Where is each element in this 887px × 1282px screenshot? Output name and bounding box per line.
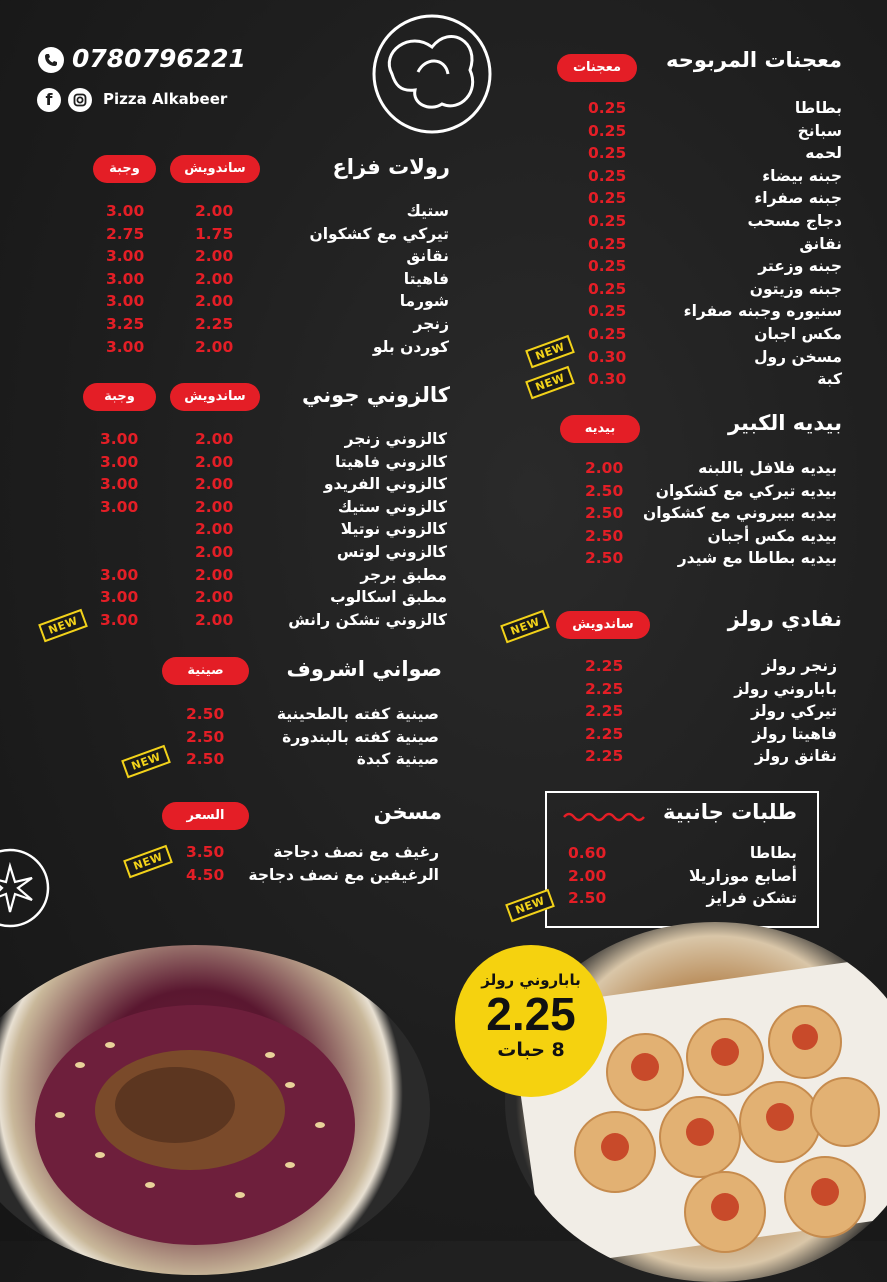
menu-item-row [0,336,887,358]
sandwich-price: 2.25 [195,315,234,333]
menu-item-name: صينية كفته بالبندورة [282,727,439,746]
menu-item-name: تيركي رولز [751,702,837,721]
meal-price: 3.00 [100,610,139,629]
menu-item-name: فاهيتا رولز [752,724,837,743]
menu-item-name: نقانق [406,247,449,266]
section-title-rolls: رولات فزاع [332,155,450,179]
sandwich-price: 2.00 [195,475,234,494]
tag-trays: صينية [162,657,249,685]
new-badge: NEW [525,335,575,369]
menu-item-row [0,223,887,245]
section-title-trays: صواني اشروف [286,657,442,681]
sandwich-price: 2.00 [195,430,234,448]
menu-item-row [0,518,887,540]
menu-item-name: بيديه مكس أجبان [707,526,837,545]
menu-item-name: بيديه بيبروني مع كشكوان [642,504,837,523]
menu-item-name: زنجر رولز [762,657,837,675]
menu-item-price: 2.50 [186,727,225,746]
menu-item-name: الرغيفين مع نصف دجاجة [248,865,439,884]
new-badge: NEW [505,889,555,923]
menu-item-name: شورما [399,292,449,311]
menu-item-price: 2.50 [186,750,225,769]
menu-item-row [0,200,887,222]
meal-price: 3.00 [100,452,139,471]
menu-item-row [0,609,887,631]
social-handle: Pizza Alkabeer [103,90,228,108]
section-title-calzone: كالزوني جوني [302,383,450,407]
section-title-musakhan: مسخن [373,800,442,824]
menu-item-row [0,541,887,563]
menu-item-name: صينية كبدة [356,750,439,769]
menu-item-price: 0.25 [588,279,627,298]
menu-item-name: تشكن فرايز [706,889,797,908]
menu-item-row [0,887,887,909]
sandwich-price: 2.00 [195,520,234,539]
tag-rolls-meal: وجبة [93,155,156,183]
menu-item-name: كبة [817,370,842,389]
menu-item-price: 0.60 [568,844,607,862]
tag-baideh: بيديه [560,415,640,443]
menu-item-row [0,678,887,700]
new-badge: NEW [500,610,550,644]
menu-item-price: 2.50 [186,705,225,723]
meal-price: 3.00 [100,565,139,584]
meal-price: 3.00 [106,269,145,288]
menu-item-price: 0.25 [588,99,627,117]
meal-price: 3.25 [106,315,145,333]
menu-item-row [0,428,887,450]
menu-item-name: صينية كفته بالطحينية [276,705,439,723]
menu-item-price: 2.25 [585,657,624,675]
menu-item-price: 0.25 [588,302,627,321]
menu-item-row [0,473,887,495]
meal-price: 2.75 [106,224,145,243]
sandwich-price: 1.75 [195,224,234,243]
menu-item-name: ستيك [406,202,449,220]
sandwich-price: 2.00 [195,247,234,266]
menu-item-price: 2.50 [585,526,624,545]
menu-item-name: بطاطا [794,99,842,117]
sandwich-price: 2.00 [195,588,234,607]
menu-item-price: 0.25 [588,189,627,208]
menu-item-name: فاهيتا [403,269,449,288]
menu-item-price: 0.25 [588,234,627,253]
meal-price: 3.00 [100,588,139,607]
menu-item-row [0,451,887,473]
facebook-icon[interactable]: f [37,88,61,112]
menu-item-row [0,97,887,119]
tag-calzone-sandwich: ساندويش [170,383,260,411]
section-title-pastries: معجنات المربوحه [665,48,842,72]
menu-item-price: 0.25 [588,257,627,276]
menu-item-row [0,120,887,142]
tag-calzone-meal: وجبة [83,383,156,411]
menu-item-name: بيديه تيركي مع كشكوان [655,481,837,500]
menu-item-row [0,290,887,312]
sandwich-price: 2.00 [195,452,234,471]
meal-price: 3.00 [106,292,145,311]
menu-item-name: كالزوني نوتيلا [340,520,447,539]
menu-item-price: 2.00 [568,866,607,885]
menu-item-name: كوردن بلو [372,337,449,356]
menu-item-row [0,655,887,677]
menu-item-price: 2.50 [585,481,624,500]
meal-price: 3.00 [106,337,145,356]
menu-item-name: كالزوني ستيك [337,497,447,516]
menu-item-name: باباروني رولز [734,679,837,698]
phone-icon [38,47,64,73]
section-title-nafadi: نفادي رولز [727,607,842,631]
menu-item-row [0,726,887,748]
new-badge: NEW [525,366,575,400]
menu-item-name: دجاج مسحب [747,212,842,230]
menu-item-price: 2.00 [585,459,624,477]
menu-item-row [0,496,887,518]
menu-item-price: 0.25 [588,166,627,185]
menu-item-name: جبنه وزعتر [758,257,842,276]
meal-price: 3.00 [100,430,139,448]
section-title-sides: طلبات جانبية [662,800,797,824]
menu-item-row [0,703,887,725]
promo-count: 8 حبات [497,1039,565,1061]
menu-item-name: مكس اجبان [754,325,842,343]
menu-item-price: 0.25 [588,144,627,163]
menu-item-name: نقانق [799,234,842,253]
section-title-baideh: بيديه الكبير [727,411,842,435]
promo-price: 2.25 [486,988,576,1040]
menu-item-price: 2.25 [585,679,624,698]
menu-item-name: أصابع موزاريلا [689,866,797,885]
menu-item-price: 0.30 [588,370,627,389]
promo-name: باباروني رولز [481,971,581,989]
sandwich-price: 2.00 [195,565,234,584]
meal-price: 3.00 [106,247,145,266]
sandwich-price: 2.00 [195,269,234,288]
menu-item-row [0,586,887,608]
meal-price: 3.00 [100,475,139,494]
tag-rolls-sandwich: ساندويش [170,155,260,183]
menu-item-price: 2.25 [585,747,624,766]
menu-item-name: رغيف مع نصف دجاجة [273,843,439,861]
wavy-divider-icon [562,809,647,828]
menu-item-price: 2.50 [568,889,607,908]
phone-number[interactable]: 0780796221 [72,44,246,73]
menu-item-name: سنيوره وجبنه صفراء [683,302,842,321]
menu-item-name: زنجر [413,315,449,333]
menu-item-price: 2.50 [585,549,624,568]
menu-item-name: لحمه [805,144,842,163]
musakhan-photo [0,945,430,1275]
menu-item-name: نقانق رولز [754,747,837,766]
new-badge: NEW [121,745,171,779]
menu-item-name: جبنه صفراء [754,189,842,208]
menu-item-price: 2.25 [585,702,624,721]
new-badge: NEW [123,845,173,879]
menu-item-row [0,564,887,586]
menu-item-name: كالزوني تشكن رانش [288,610,447,629]
menu-item-price: 2.25 [585,724,624,743]
menu-item-name: كالزوني زنجر [344,430,447,448]
menu-item-name: جبنه وزيتون [749,279,842,298]
menu-item-name: كالزوني لوتس [336,543,447,561]
menu-item-row [0,245,887,267]
menu-item-name: جبنه بيضاء [762,166,842,185]
tag-musakhan: السعر [162,802,249,830]
meal-price: 3.00 [106,202,145,220]
menu-item-price: 0.25 [588,212,627,230]
menu-item-name: مطبق برجر [360,565,447,584]
menu-item-row [0,313,887,335]
menu-item-name: كالزوني فاهيتا [334,452,447,471]
menu-item-price: 3.50 [186,843,225,861]
tag-pastries: معجنات [557,54,637,82]
sandwich-price: 2.00 [195,543,234,561]
menu-item-name: بطاطا [749,844,797,862]
new-badge: NEW [38,609,88,643]
meal-price: 3.00 [100,497,139,516]
menu-item-price: 4.50 [186,865,225,884]
menu-item-name: كالزوني الفريدو [323,475,447,494]
menu-item-name: مسخن رول [754,347,842,366]
sandwich-price: 2.00 [195,202,234,220]
menu-item-price: 2.50 [585,504,624,523]
menu-item-name: سبانخ [797,121,842,140]
tag-nafadi: ساندويش [556,611,650,639]
menu-item-price: 0.25 [588,325,627,343]
menu-item-name: مطبق اسكالوب [330,588,447,607]
menu-item-row [0,268,887,290]
menu-item-price: 0.30 [588,347,627,366]
menu-item-name: بيديه بطاطا مع شيدر [677,549,837,568]
sandwich-price: 2.00 [195,497,234,516]
sandwich-price: 2.00 [195,337,234,356]
menu-item-name: بيديه فلافل باللبنه [698,459,837,477]
starburst-icon [0,848,60,932]
menu-item-name: تيركي مع كشكوان [309,224,449,243]
menu-item-price: 0.25 [588,121,627,140]
promo-badge [455,945,607,1097]
sandwich-price: 2.00 [195,610,234,629]
sandwich-price: 2.00 [195,292,234,311]
